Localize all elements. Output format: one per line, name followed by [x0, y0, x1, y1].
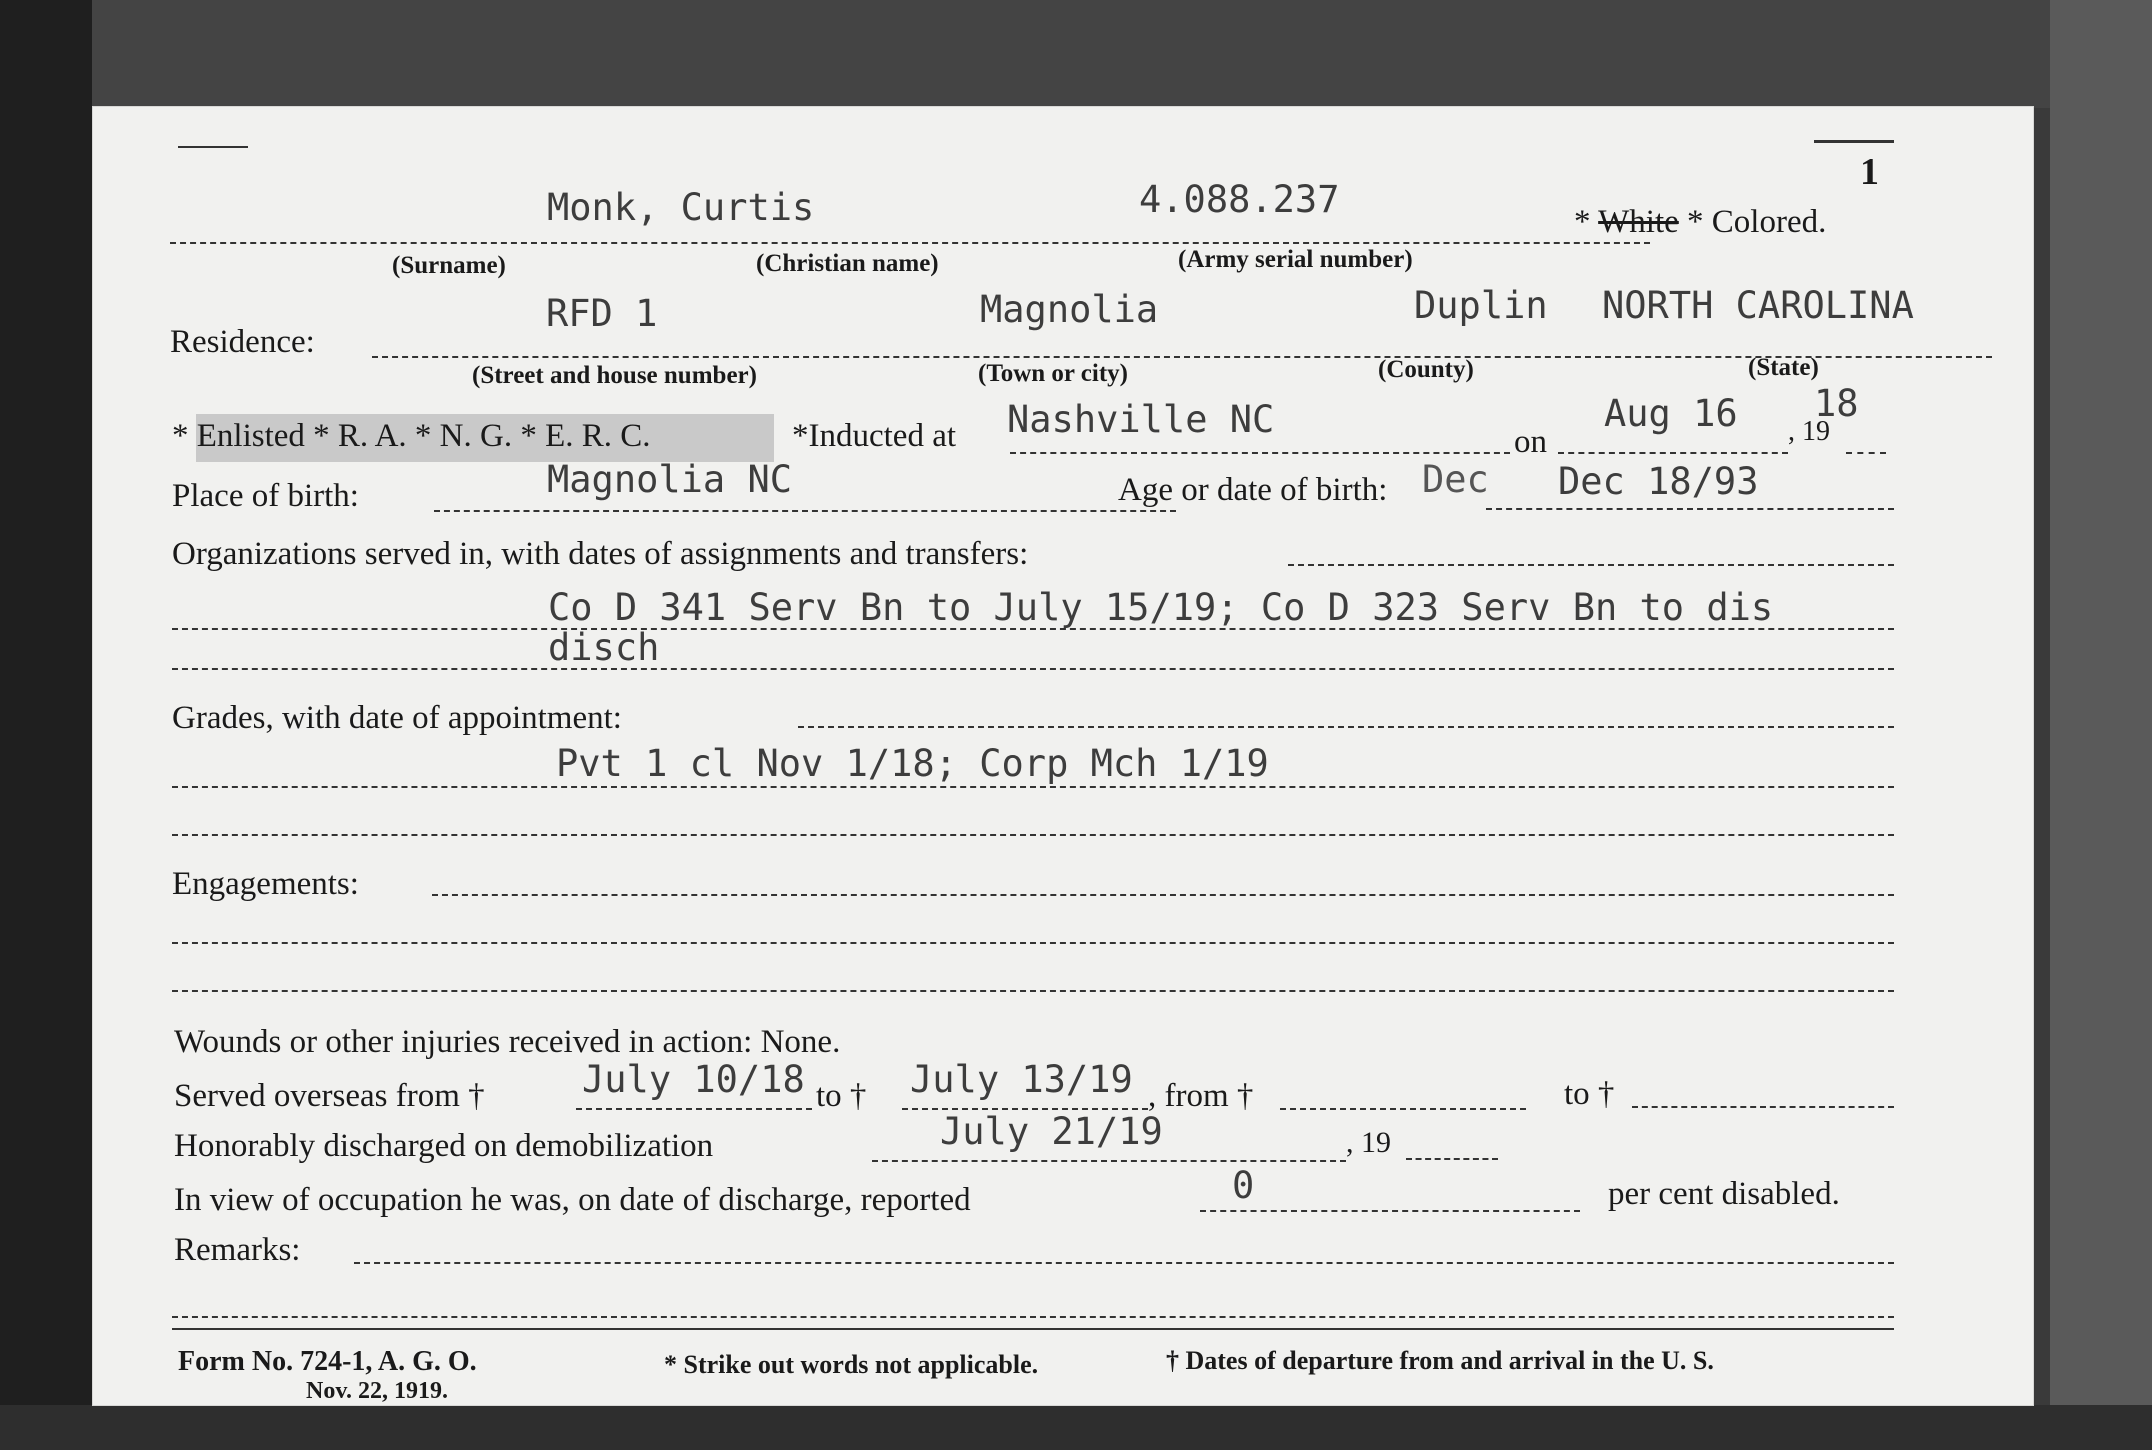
scan-background-top: [0, 0, 2152, 108]
remarks-rule: [172, 1328, 1894, 1330]
disabled-value: 0: [1232, 1164, 1255, 1207]
name-line: [170, 242, 1650, 244]
to-label-1: to †: [816, 1078, 867, 1114]
serial-value: 4.088.237: [1139, 178, 1340, 221]
race-marker: *: [1574, 204, 1599, 240]
organizations-value-1: Co D 341 Serv Bn to July 15/19; Co D 323 Serv Bn to dis: [548, 586, 1774, 629]
grades-line-2: [172, 834, 1894, 836]
from-label: , from †: [1148, 1078, 1254, 1114]
overseas-to-value: July 13/19: [910, 1058, 1133, 1101]
race-colored: Colored.: [1711, 204, 1827, 240]
grades-label: Grades, with date of appointment:: [172, 700, 622, 736]
caption-serial: (Army serial number): [1178, 246, 1413, 273]
remarks-line-1: [354, 1262, 1894, 1264]
scan-background-bottom: [0, 1405, 2152, 1450]
engagements-line-1: [172, 942, 1894, 944]
caption-surname: (Surname): [392, 252, 506, 279]
discharged-line: [872, 1160, 1346, 1162]
wounds-label: Wounds or other injuries received in action: None.: [174, 1024, 841, 1060]
organizations-line-top: [1288, 564, 1894, 566]
birth-place-line: [434, 510, 1176, 512]
caption-street: (Street and house number): [472, 362, 757, 389]
caption-county: (County): [1378, 356, 1474, 383]
organizations-value-2: disch: [548, 626, 660, 669]
birth-place-label: Place of birth:: [172, 478, 359, 514]
grades-line-top: [798, 726, 1894, 728]
inducted-on-line: [1558, 452, 1788, 454]
name-value: Monk, Curtis: [547, 186, 815, 229]
remarks-line-2: [172, 1316, 1894, 1318]
discharged-year: , 19: [1346, 1126, 1391, 1159]
inducted-year-prefix: , 19: [1788, 416, 1830, 447]
discharged-value: July 21/19: [940, 1110, 1163, 1153]
residence-label: Residence:: [170, 324, 315, 360]
inducted-label: *Inducted at: [792, 418, 957, 454]
remarks-label: Remarks:: [174, 1232, 301, 1268]
inducted-at-value: Nashville NC: [1007, 398, 1275, 441]
organizations-line-2: [172, 668, 1894, 670]
on-label: on: [1514, 424, 1547, 460]
engagements-label: Engagements:: [172, 866, 359, 902]
birth-date-prefix: Dec: [1422, 458, 1489, 501]
scan-background-right: [2050, 0, 2152, 1450]
race-options: [1574, 204, 1826, 241]
record-card: [92, 106, 2034, 1406]
footer-form-number: Form No. 724-1, A. G. O.: [178, 1346, 477, 1377]
inducted-line: [1010, 452, 1510, 454]
discharged-year-line: [1406, 1158, 1498, 1160]
inducted-on-value: Aug 16: [1604, 392, 1738, 435]
discharged-label: Honorably discharged on demobilization: [174, 1128, 714, 1164]
corner-rule-right: [1814, 140, 1894, 143]
engagements-line-top: [432, 894, 1894, 896]
overseas-from-value: July 10/18: [582, 1058, 805, 1101]
footer-note-dates: † Dates of departure from and arrival in the U. S.: [1166, 1346, 1714, 1375]
caption-town: (Town or city): [978, 360, 1128, 387]
scan-background-left: [0, 0, 92, 1450]
age-label: Age or date of birth:: [1118, 472, 1388, 508]
from-line: [1280, 1108, 1526, 1110]
to-label-2: to †: [1564, 1076, 1615, 1112]
occupation-label: In view of occupation he was, on date of discharge, reported: [174, 1182, 971, 1218]
birth-date-value: Dec 18/93: [1558, 460, 1759, 503]
footer-form-date: Nov. 22, 1919.: [306, 1378, 449, 1404]
birth-date-line: [1486, 508, 1894, 510]
county-value: Duplin: [1414, 284, 1548, 327]
caption-state: (State): [1748, 354, 1819, 381]
page-number: 1: [1860, 151, 1879, 193]
engagements-line-2: [172, 990, 1894, 992]
street-value: RFD 1: [546, 292, 658, 335]
footer-note-strike: * Strike out words not applicable.: [664, 1350, 1039, 1379]
overseas-from-line: [576, 1108, 812, 1110]
to-line-2: [1632, 1106, 1894, 1108]
enlisted-options: * Enlisted * R. A. * N. G. * E. R. C.: [172, 418, 651, 454]
birth-place-value: Magnolia NC: [547, 458, 793, 501]
town-value: Magnolia: [980, 288, 1159, 331]
disabled-label: per cent disabled.: [1608, 1176, 1840, 1212]
inducted-year-value: 18: [1814, 382, 1859, 425]
race-white-struck: White: [1598, 204, 1679, 240]
race-marker-mid: *: [1678, 204, 1712, 240]
corner-rule-left: [178, 146, 248, 148]
served-from-label: Served overseas from †: [174, 1078, 485, 1114]
organizations-label: Organizations served in, with dates of assignments and transfers:: [172, 536, 1029, 572]
disabled-line: [1200, 1210, 1580, 1212]
grades-value: Pvt 1 cl Nov 1/18; Corp Mch 1/19: [556, 742, 1269, 785]
organizations-line-1: [172, 628, 1894, 630]
state-value: NORTH CAROLINA: [1602, 284, 1914, 327]
grades-line-1: [172, 786, 1894, 788]
caption-christian-name: (Christian name): [756, 250, 939, 277]
inducted-year-line: [1846, 452, 1886, 454]
